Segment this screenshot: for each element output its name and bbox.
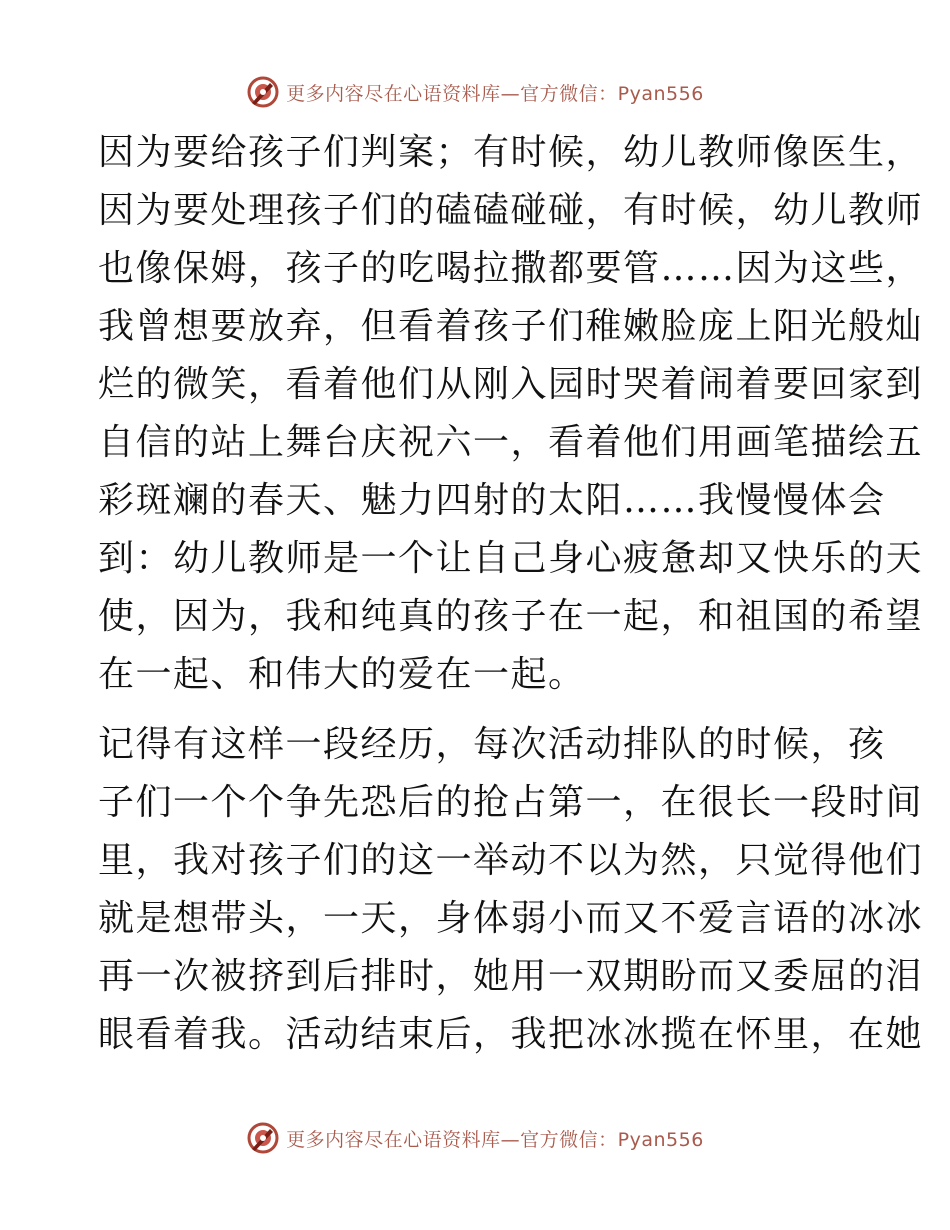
watermark-text: 更多内容尽在心语资料库—官方微信：Pyan556 bbox=[286, 82, 704, 105]
text-line: 眼看着我。活动结束后，我把冰冰揽在怀里，在她 bbox=[98, 1014, 924, 1055]
quill-seal-icon bbox=[246, 75, 280, 109]
text-line: 再一次被挤到后排时，她用一双期盼而又委屈的泪 bbox=[98, 956, 924, 997]
quill-seal-icon bbox=[246, 1121, 280, 1155]
document-body bbox=[98, 124, 924, 1064]
text-line: 子们一个个争先恐后的抢占第一，在很长一段时间 bbox=[98, 782, 924, 823]
text-line: 就是想带头，一天，身体弱小而又不爱言语的冰冰 bbox=[98, 898, 924, 939]
paragraph bbox=[98, 716, 924, 1064]
text-line: 记得有这样一段经历，每次活动排队的时候，孩 bbox=[98, 724, 886, 765]
paragraph-spacer bbox=[98, 704, 858, 716]
text-line: 在一起、和伟大的爱在一起。 bbox=[98, 654, 586, 695]
text-line: 因为要处理孩子们的磕磕碰碰，有时候，幼儿教师 bbox=[98, 190, 924, 231]
header-watermark bbox=[0, 72, 950, 112]
text-line: 也像保姆，孩子的吃喝拉撒都要管……因为这些， bbox=[98, 248, 924, 289]
paragraph bbox=[98, 124, 924, 704]
text-line: 彩斑斓的春天、魅力四射的太阳……我慢慢体会 bbox=[98, 480, 886, 521]
text-line: 里，我对孩子们的这一举动不以为然，只觉得他们 bbox=[98, 840, 924, 881]
text-line: 因为要给孩子们判案；有时候，幼儿教师像医生， bbox=[98, 132, 924, 173]
text-line: 到：幼儿教师是一个让自己身心疲惫却又快乐的天 bbox=[98, 538, 924, 579]
watermark-text: 更多内容尽在心语资料库—官方微信：Pyan556 bbox=[286, 1128, 704, 1151]
text-line: 我曾想要放弃，但看着孩子们稚嫩脸庞上阳光般灿 bbox=[98, 306, 924, 347]
text-line: 烂的微笑，看着他们从刚入园时哭着闹着要回家到 bbox=[98, 364, 924, 405]
text-line: 使，因为，我和纯真的孩子在一起，和祖国的希望 bbox=[98, 596, 924, 637]
text-line: 自信的站上舞台庆祝六一，看着他们用画笔描绘五 bbox=[98, 422, 924, 463]
footer-watermark bbox=[0, 1118, 950, 1158]
